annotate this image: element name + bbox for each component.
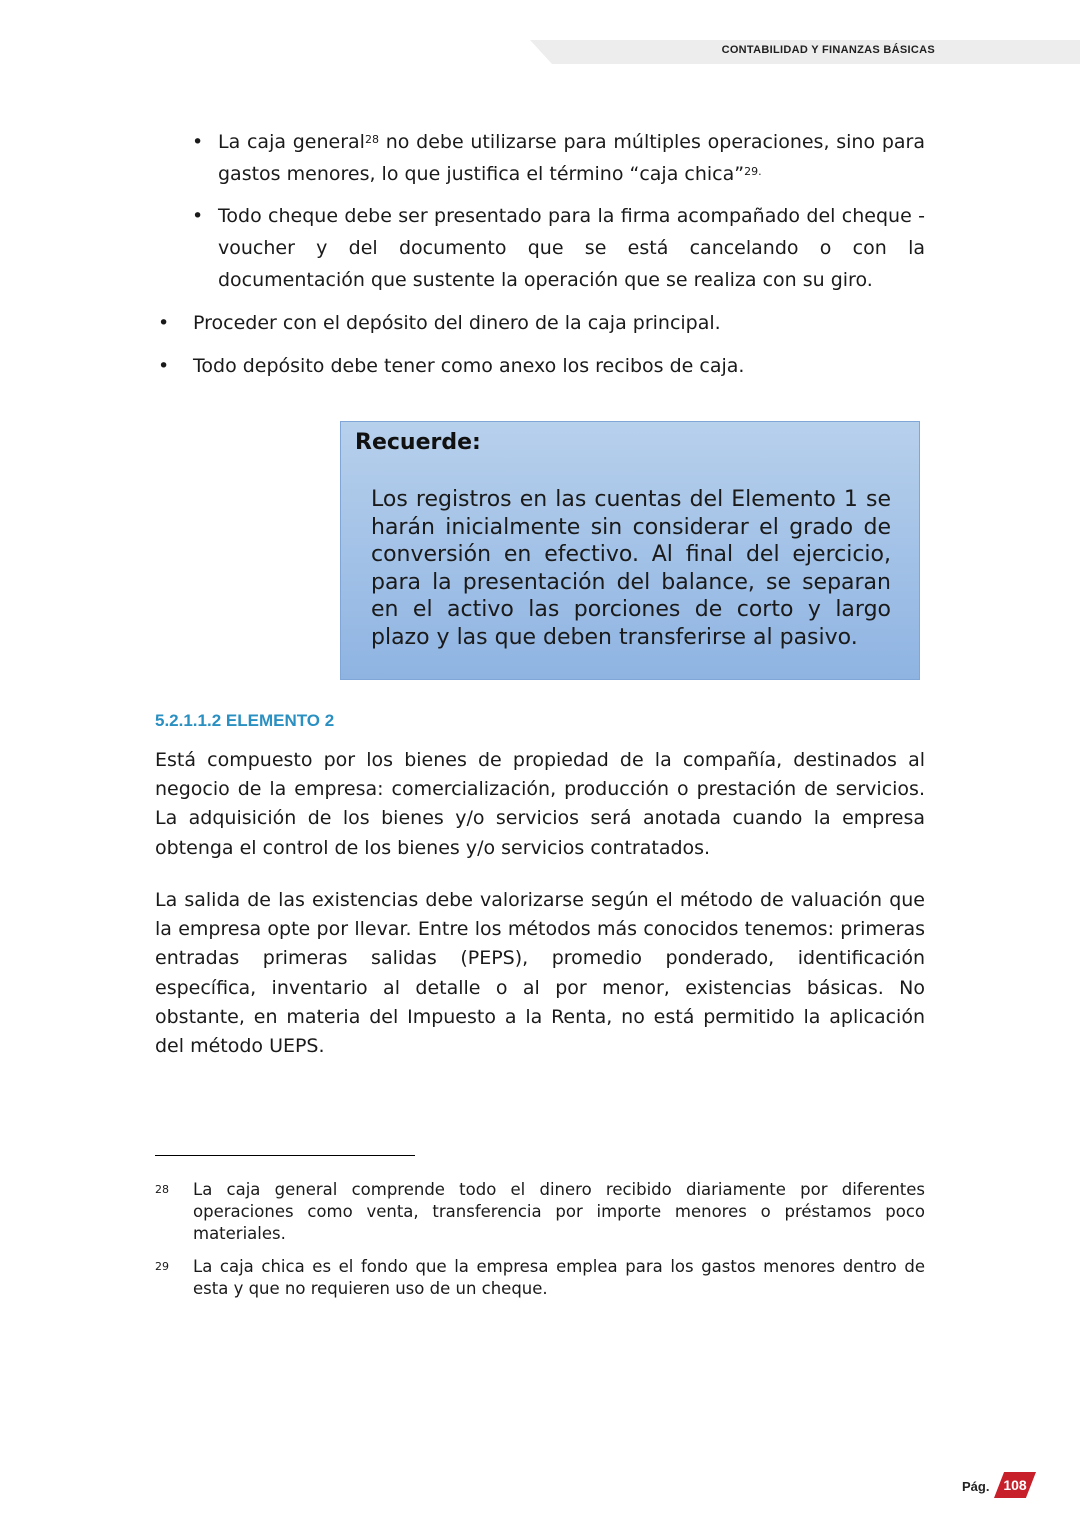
footnote-text: La caja general comprende todo el dinero recibido diariamente por diferentes operaciones como venta, transferencia por importe menores o préstamos poco materiales. [193, 1180, 925, 1243]
page-label: Pág. [962, 1479, 990, 1494]
callout-body: Los registros en las cuentas del Elemento 1 se harán inicialmente sin considerar el grado de conversión en efectivo. Al final del ejercicio, para la presentación del balance, se separan en el activo las porciones de corto y largo plazo y las que deben transferirse al pasivo. [371, 487, 891, 650]
footnote-number: 28 [155, 1183, 169, 1196]
running-header: CONTABILIDAD Y FINANZAS BÁSICAS [721, 44, 935, 56]
footnote-number: 29 [155, 1260, 169, 1273]
callout-title: Recuerde: [355, 430, 481, 455]
recuerde-callout [340, 421, 920, 680]
bullet-icon: • [192, 131, 204, 153]
footnote-divider [155, 1155, 415, 1156]
footnote-ref-29[interactable]: 29. [744, 165, 762, 178]
paragraph-valuacion: La salida de las existencias debe valorizarse según el método de valuación que la empresa opte por llevar. Entre los métodos más conocidos tenemos: primeras entradas primeras salidas (PEPS), promedio ponderado, identificación específica, inventario al detalle o al por menor, existencias básicas. No obstante, en materia del Impuesto a la Renta, no está permitido la aplicación del método UEPS. [155, 889, 925, 1058]
footnote-ref-28[interactable]: 28 [364, 133, 379, 146]
bullet-icon: • [192, 205, 204, 227]
footnote-text: La caja chica es el fondo que la empresa emplea para los gastos menores dentro de esta y que no requieren uso de un cheque. [193, 1257, 925, 1298]
paragraph-elemento-2: Está compuesto por los bienes de propiedad de la compañía, destinados al negocio de la empresa: comercialización, producción o prestación de servicios. La adquisición de los bienes y/o servicios será anotada cuando la empresa obtenga el control de los bienes y/o servicios contratados. [155, 749, 925, 859]
page-number: 108 [1003, 1477, 1027, 1493]
section-heading: 5.2.1.1.2 ELEMENTO 2 [155, 711, 335, 730]
bullet-icon: • [158, 355, 170, 377]
bullet-icon: • [158, 312, 170, 334]
